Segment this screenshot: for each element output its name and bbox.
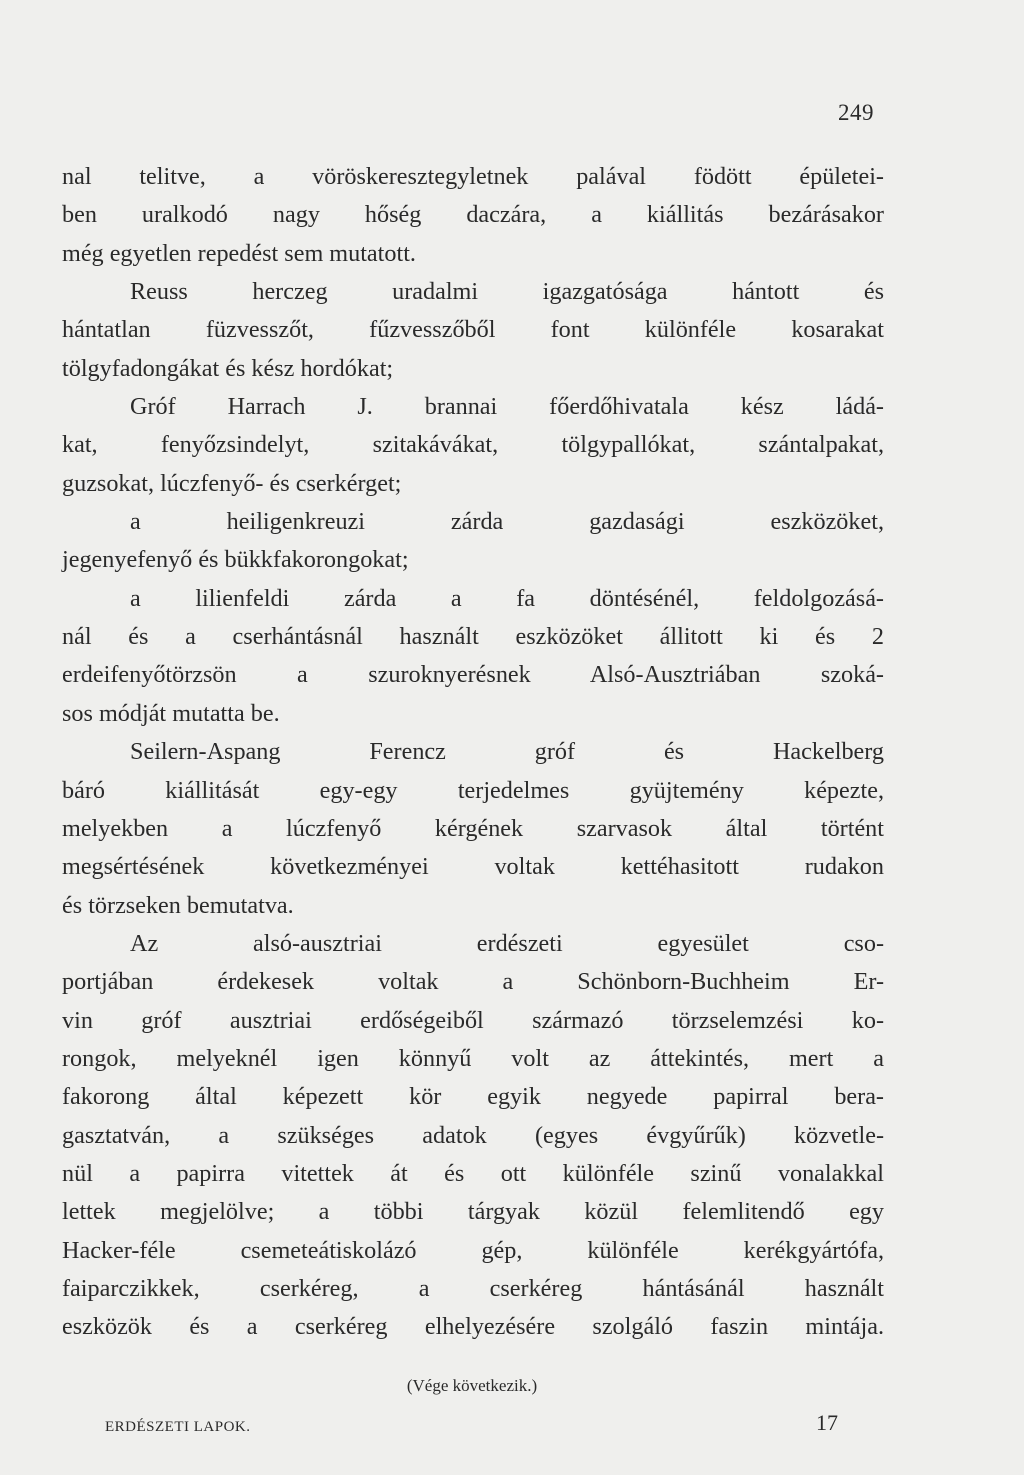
text-line: Az alsó-ausztriai erdészeti egyesület cso- (130, 929, 884, 957)
text-line: Seilern-Aspang Ferencz gróf és Hackelberg (130, 738, 884, 766)
text-line: erdeifenyőtörzsön a szuroknyerésnek Alsó-Ausztriában szoká- (62, 661, 884, 689)
page-number: 249 (838, 100, 874, 125)
text-line: báró kiállitását egy-egy terjedelmes gyüjtemény képezte, (62, 776, 884, 804)
text-line: melyekben a lúczfenyő kérgének szarvasok által történt (62, 814, 884, 842)
text-line: rongok, melyeknél igen könnyű volt az áttekintés, mert a (62, 1044, 884, 1072)
text-line: a heiligenkreuzi zárda gazdasági eszközöket, (130, 508, 884, 536)
text-line: tölgyfadongákat és kész hordókat; (62, 354, 394, 382)
text-line: a lilienfeldi zárda a fa döntésénél, feldolgozásá- (130, 584, 884, 612)
text-line: Gróf Harrach J. brannai főerdőhivatala kész ládá- (130, 393, 884, 421)
text-line: Reuss herczeg uradalmi igazgatósága hántott és (130, 278, 884, 306)
text-line: guzsokat, lúczfenyő- és cserkérget; (62, 469, 402, 497)
text-line: nül a papirra vitettek át és ott különféle szinű vonalakkal (62, 1159, 884, 1187)
text-line: megsértésének következményei voltak kettéhasitott rudakon (62, 853, 884, 881)
text-line: lettek megjelölve; a többi tárgyak közül felemlitendő egy (62, 1198, 884, 1226)
text-line: fakorong által képezett kör egyik negyede papirral bera- (62, 1083, 884, 1111)
text-line: nal telitve, a vöröskeresztegyletnek palával födött épületei- (62, 163, 884, 190)
text-line: gasztatván, a szükséges adatok (egyes évgyűrűk) közvetle- (62, 1121, 884, 1149)
text-line: és törzseken bemutatva. (62, 891, 294, 919)
text-line: jegenyefenyő és bükkfakorongokat; (62, 546, 409, 574)
issue-number: 17 (816, 1410, 838, 1435)
text-line: vin gróf ausztriai erdőségeiből származó törzselemzési ko- (62, 1006, 884, 1034)
text-line: eszközök és a cserkéreg elhelyezésére szolgáló faszin mintája. (62, 1313, 884, 1341)
text-line: faiparczikkek, cserkéreg, a cserkéreg hántásánál használt (62, 1274, 884, 1302)
text-line: még egyetlen repedést sem mutatott. (62, 239, 416, 267)
text-line: hántatlan füzvesszőt, fűzvesszőből font különféle kosarakat (62, 316, 884, 344)
continuation-note: (Vége következik.) (406, 1376, 538, 1395)
text-line: nál és a cserhántásnál használt eszközöket állitott ki és 2 (62, 623, 884, 651)
text-line: portjában érdekesek voltak a Schönborn-Buchheim Er- (62, 968, 884, 996)
text-line: Hacker-féle csemeteátiskolázó gép, különféle kerékgyártófa, (62, 1236, 884, 1264)
text-line: ben uralkodó nagy hőség daczára, a kiállitás bezárásakor (62, 201, 884, 229)
journal-name: ERDÉSZETI LAPOK. (105, 1419, 251, 1435)
article-body (62, 158, 884, 1347)
text-line: sos módját mutatta be. (62, 699, 280, 727)
text-line: kat, fenyőzsindelyt, szitakávákat, tölgypallókat, szántalpakat, (62, 431, 884, 459)
